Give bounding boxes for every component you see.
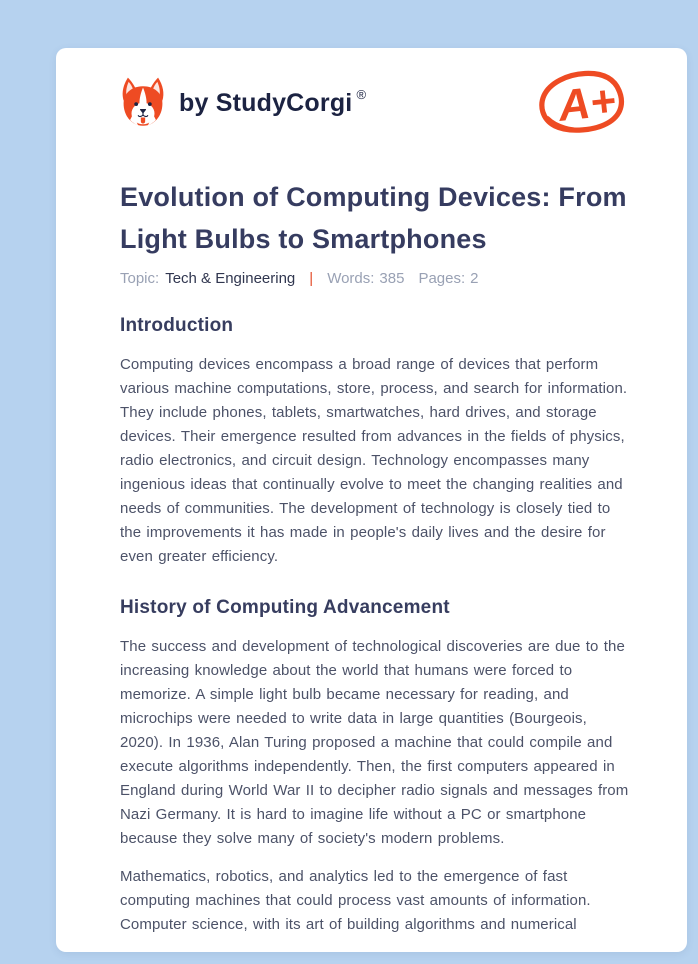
body-paragraph: The success and development of technological discoveries are due to the increasing knowledge about the world that humans were forced to memorize. A simple light bulb became necessary for reading, and microchips were needed to write data in large quantities (Bourgeois, 2020). In 1936, Alan Turing proposed a machine that could compile and execute algorithms independently. Then, the first computers appeared in England during World War II to decipher radio signals and messages from Nazi Germany. It is hard to imagine life without a PC or smartphone because they solve many of society's modern problems. xyxy=(120,638,629,847)
section-history-of-computing-advancement xyxy=(120,595,631,937)
page-title: Evolution of Computing Devices: From Light Bulbs to Smartphones xyxy=(120,182,627,254)
registered-trademark-symbol: ® xyxy=(356,86,367,102)
a-plus-grade-badge-icon xyxy=(535,64,631,140)
pages-count: 2 xyxy=(470,270,479,287)
section-heading: History of Computing Advancement xyxy=(120,597,450,618)
card-header xyxy=(120,72,631,132)
studycorgi-brand-logo[interactable] xyxy=(120,75,366,129)
words-label: Words: xyxy=(327,270,375,287)
section-heading: Introduction xyxy=(120,315,234,336)
pages-label: Pages: xyxy=(418,270,466,287)
meta-separator: | xyxy=(309,270,314,287)
document-meta xyxy=(120,270,631,287)
grade-badge-text: A+ xyxy=(556,76,618,131)
corgi-icon xyxy=(120,75,166,129)
body-paragraph: Mathematics, robotics, and analytics led to the emergence of fast computing machines that could process vast amounts of information. Computer science, with its art of building algorithms and numerical xyxy=(120,868,591,933)
brand-text: by StudyCorgi ® xyxy=(179,86,367,117)
document-card xyxy=(56,48,687,952)
topic-label: Topic: xyxy=(120,270,160,287)
section-introduction xyxy=(120,313,631,569)
words-count: 385 xyxy=(379,270,405,287)
topic-link[interactable]: Tech & Engineering xyxy=(165,270,296,287)
body-paragraph: Computing devices encompass a broad range of devices that perform various machine computations, store, process, and search for information. They include phones, tablets, smartwatches, hard drives, and storage devices. Their emergence resulted from advances in the fields of physics, radio electronics, and circuit design. Technology encompasses many ingenious ideas that continually evolve to meet the changing realities and needs of communities. The development of technology is closely tied to the improvements it has made in people's daily lives and the desire for even greater efficiency. xyxy=(120,356,628,565)
